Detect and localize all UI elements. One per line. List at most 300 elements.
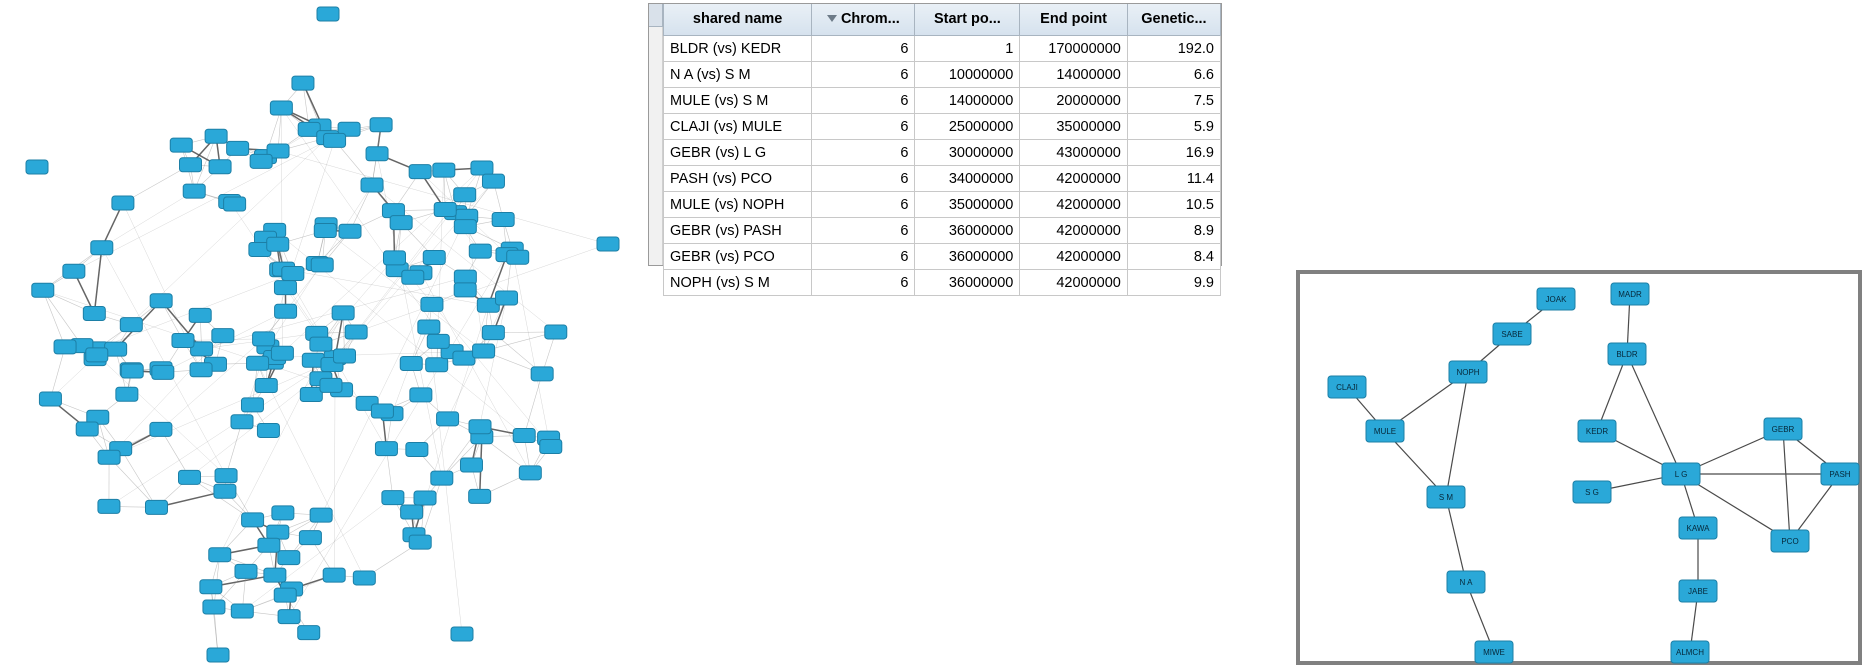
table-cell-chromosome[interactable]: 6 (812, 140, 915, 166)
main-network-node[interactable] (310, 337, 332, 351)
main-network-panel[interactable] (0, 0, 645, 669)
table-cell-chromosome[interactable]: 6 (812, 166, 915, 192)
table-cell-genetic[interactable]: 6.6 (1127, 62, 1220, 88)
main-network-node-shape[interactable] (231, 415, 253, 429)
main-network-node[interactable] (76, 422, 98, 436)
main-network-node-shape[interactable] (454, 270, 476, 284)
main-network-node-shape[interactable] (361, 178, 383, 192)
main-network-node-shape[interactable] (212, 329, 234, 343)
main-network-node[interactable] (482, 174, 504, 188)
main-network-node[interactable] (454, 283, 476, 297)
main-network-node-shape[interactable] (145, 500, 167, 514)
sub-network-node[interactable] (1578, 420, 1616, 442)
main-network-node-shape[interactable] (231, 604, 253, 618)
main-network-node[interactable] (433, 163, 455, 177)
table-cell-chromosome[interactable]: 6 (812, 192, 915, 218)
sub-network-edge[interactable] (1446, 497, 1466, 582)
table-cell-start_point[interactable]: 30000000 (915, 140, 1020, 166)
main-network-node-shape[interactable] (253, 332, 275, 346)
main-network-node[interactable] (298, 626, 320, 640)
main-network-node-shape[interactable] (270, 101, 292, 115)
main-network-node-shape[interactable] (247, 356, 269, 370)
main-network-node-shape[interactable] (235, 564, 257, 578)
table-row[interactable] (664, 114, 1221, 140)
main-network-node[interactable] (400, 356, 422, 370)
main-network-node-shape[interactable] (258, 538, 280, 552)
main-network-node[interactable] (375, 442, 397, 456)
main-network-node-shape[interactable] (469, 420, 491, 434)
table-cell-start_point[interactable]: 36000000 (915, 270, 1020, 296)
main-network-node[interactable] (323, 568, 345, 582)
main-network-node-shape[interactable] (409, 535, 431, 549)
main-network-node-shape[interactable] (224, 197, 246, 211)
main-network-node[interactable] (231, 415, 253, 429)
main-network-node-shape[interactable] (426, 358, 448, 372)
filter-icon[interactable] (827, 14, 837, 24)
sub-network-node[interactable] (1328, 376, 1366, 398)
sub-network-node[interactable] (1821, 463, 1859, 485)
main-network-node[interactable] (116, 387, 138, 401)
main-network-node-shape[interactable] (255, 378, 277, 392)
main-network-node[interactable] (271, 346, 293, 360)
main-network-node[interactable] (320, 378, 342, 392)
main-network-node-shape[interactable] (482, 174, 504, 188)
main-network-node[interactable] (207, 648, 229, 662)
main-network-node-shape[interactable] (26, 160, 48, 174)
main-network-node-shape[interactable] (76, 422, 98, 436)
main-network-node[interactable] (471, 161, 493, 175)
main-network-node[interactable] (390, 216, 412, 230)
main-network-node-shape[interactable] (469, 244, 491, 258)
main-network-node[interactable] (345, 325, 367, 339)
main-network-node-shape[interactable] (519, 466, 541, 480)
table-cell-end_point[interactable]: 42000000 (1020, 192, 1127, 218)
main-network-node-shape[interactable] (317, 7, 339, 21)
table-cell-genetic[interactable]: 9.9 (1127, 270, 1220, 296)
main-network-node-shape[interactable] (200, 580, 222, 594)
main-network-node[interactable] (257, 424, 279, 438)
main-network-node[interactable] (272, 506, 294, 520)
main-network-node-shape[interactable] (310, 508, 332, 522)
main-network-node[interactable] (54, 340, 76, 354)
main-network-node[interactable] (227, 141, 249, 155)
main-network-node-shape[interactable] (320, 378, 342, 392)
table-cell-chromosome[interactable]: 6 (812, 88, 915, 114)
main-network-node-shape[interactable] (209, 160, 231, 174)
main-network-node-shape[interactable] (241, 398, 263, 412)
main-network-node-shape[interactable] (112, 196, 134, 210)
main-network-edge[interactable] (512, 249, 548, 438)
main-network-node[interactable] (39, 392, 61, 406)
table-cell-start_point[interactable]: 35000000 (915, 192, 1020, 218)
sub-network-edge[interactable] (1627, 354, 1681, 474)
main-network-node[interactable] (278, 551, 300, 565)
main-network-edge[interactable] (272, 168, 482, 362)
sub-network-node[interactable] (1573, 481, 1611, 503)
main-network-node[interactable] (253, 332, 275, 346)
main-network-node-shape[interactable] (272, 506, 294, 520)
sub-network-node[interactable] (1611, 283, 1649, 305)
main-network-node-shape[interactable] (451, 627, 473, 641)
main-network-node[interactable] (270, 101, 292, 115)
table-cell-genetic[interactable]: 192.0 (1127, 36, 1220, 62)
main-network-node[interactable] (332, 306, 354, 320)
main-network-node-shape[interactable] (390, 216, 412, 230)
table-row[interactable] (664, 88, 1221, 114)
main-network-node[interactable] (258, 538, 280, 552)
sub-network-node[interactable] (1764, 418, 1802, 440)
main-network-node[interactable] (451, 627, 473, 641)
table-cell-shared_name[interactable]: GEBR (vs) PCO (664, 244, 812, 270)
main-network-node[interactable] (540, 439, 562, 453)
main-network-node-shape[interactable] (207, 648, 229, 662)
main-network-node-shape[interactable] (383, 251, 405, 265)
main-network-node-shape[interactable] (150, 422, 172, 436)
main-network-node-shape[interactable] (334, 349, 356, 363)
table-cell-end_point[interactable]: 42000000 (1020, 270, 1127, 296)
main-network-node[interactable] (434, 203, 456, 217)
main-network-node[interactable] (214, 484, 236, 498)
main-network-node[interactable] (178, 470, 200, 484)
main-network-node-shape[interactable] (242, 513, 264, 527)
main-network-node[interactable] (421, 297, 443, 311)
main-network-node-shape[interactable] (227, 141, 249, 155)
main-network-node[interactable] (190, 363, 212, 377)
main-network-node[interactable] (250, 154, 272, 168)
main-network-node-shape[interactable] (178, 470, 200, 484)
main-network-node[interactable] (241, 398, 263, 412)
main-network-node-shape[interactable] (427, 334, 449, 348)
main-network-node-shape[interactable] (63, 264, 85, 278)
main-network-node[interactable] (26, 160, 48, 174)
main-network-node-shape[interactable] (531, 367, 553, 381)
main-network-node-shape[interactable] (183, 184, 205, 198)
sub-network-node[interactable] (1671, 641, 1709, 663)
table-cell-shared_name[interactable]: N A (vs) S M (664, 62, 812, 88)
main-network-node[interactable] (334, 349, 356, 363)
main-network-node-shape[interactable] (116, 387, 138, 401)
table-row[interactable] (664, 270, 1221, 296)
main-network-node-shape[interactable] (264, 568, 286, 582)
main-network-node-shape[interactable] (339, 224, 361, 238)
main-network-node[interactable] (496, 291, 518, 305)
sub-network-node[interactable] (1447, 571, 1485, 593)
main-network-node[interactable] (278, 610, 300, 624)
main-network-node[interactable] (371, 404, 393, 418)
main-network-node[interactable] (150, 422, 172, 436)
edge-table[interactable] (663, 4, 1221, 296)
main-network-node-shape[interactable] (410, 388, 432, 402)
main-network-node[interactable] (418, 320, 440, 334)
main-network-node-shape[interactable] (324, 133, 346, 147)
main-network-node[interactable] (314, 224, 336, 238)
edge-table-panel[interactable] (648, 3, 1222, 291)
main-network-edge[interactable] (94, 248, 101, 314)
main-network-node-shape[interactable] (120, 318, 142, 332)
column-header-chromosome[interactable] (812, 4, 915, 36)
table-cell-start_point[interactable]: 14000000 (915, 88, 1020, 114)
main-network-node-shape[interactable] (121, 364, 143, 378)
main-network-node[interactable] (183, 184, 205, 198)
table-cell-end_point[interactable]: 43000000 (1020, 140, 1127, 166)
main-network-node[interactable] (282, 267, 304, 281)
main-network-node[interactable] (513, 429, 535, 443)
sub-network-node[interactable] (1662, 463, 1700, 485)
main-network-node-shape[interactable] (257, 424, 279, 438)
main-network-node-shape[interactable] (150, 294, 172, 308)
main-network-node[interactable] (242, 513, 264, 527)
main-network-node-shape[interactable] (98, 450, 120, 464)
main-network-edge[interactable] (50, 347, 65, 399)
main-network-node[interactable] (324, 133, 346, 147)
main-network-node-shape[interactable] (482, 326, 504, 340)
sub-network-panel[interactable] (1296, 270, 1862, 665)
sub-network-edge[interactable] (1446, 372, 1468, 497)
main-network-node-shape[interactable] (332, 306, 354, 320)
sub-network-node[interactable] (1537, 288, 1575, 310)
main-network-node[interactable] (264, 568, 286, 582)
sub-network-edge[interactable] (1597, 354, 1627, 431)
main-network-node[interactable] (406, 443, 428, 457)
main-network-node[interactable] (469, 420, 491, 434)
main-network-node[interactable] (200, 580, 222, 594)
main-network-node[interactable] (247, 356, 269, 370)
table-row[interactable] (664, 218, 1221, 244)
main-network-node-shape[interactable] (471, 161, 493, 175)
main-network-node-shape[interactable] (98, 499, 120, 513)
table-cell-chromosome[interactable]: 6 (812, 218, 915, 244)
main-network-node-shape[interactable] (423, 251, 445, 265)
main-network-node[interactable] (267, 237, 289, 251)
sub-network-node[interactable] (1608, 343, 1646, 365)
main-network-node-shape[interactable] (189, 308, 211, 322)
main-network-node[interactable] (454, 220, 476, 234)
main-network-node[interactable] (507, 250, 529, 264)
main-network-node-shape[interactable] (86, 348, 108, 362)
table-cell-chromosome[interactable]: 6 (812, 270, 915, 296)
main-network-node-shape[interactable] (454, 220, 476, 234)
main-network-node[interactable] (519, 466, 541, 480)
main-network-edge[interactable] (281, 108, 452, 352)
main-network-node[interactable] (311, 258, 333, 272)
main-network-node-shape[interactable] (274, 281, 296, 295)
sub-network-edge[interactable] (1783, 429, 1790, 541)
main-network-node-shape[interactable] (460, 458, 482, 472)
main-network-node[interactable] (180, 158, 202, 172)
main-network-node[interactable] (492, 212, 514, 226)
table-cell-end_point[interactable]: 42000000 (1020, 218, 1127, 244)
main-network-node-shape[interactable] (375, 442, 397, 456)
main-network-node-shape[interactable] (353, 571, 375, 585)
column-header-end-point[interactable] (1020, 4, 1127, 36)
table-row[interactable] (664, 166, 1221, 192)
main-network-node-shape[interactable] (409, 165, 431, 179)
main-network-node-shape[interactable] (172, 334, 194, 348)
main-network-node-shape[interactable] (209, 548, 231, 562)
main-network-node-shape[interactable] (274, 588, 296, 602)
main-network-node[interactable] (423, 251, 445, 265)
main-network-node-shape[interactable] (454, 283, 476, 297)
main-network-node-shape[interactable] (401, 505, 423, 519)
main-network-node-shape[interactable] (402, 270, 424, 284)
table-cell-shared_name[interactable]: NOPH (vs) S M (664, 270, 812, 296)
main-network-node[interactable] (299, 531, 321, 545)
main-network-node[interactable] (91, 241, 113, 255)
main-network-node[interactable] (453, 351, 475, 365)
sub-network-node[interactable] (1475, 641, 1513, 663)
main-network-node[interactable] (310, 508, 332, 522)
table-cell-genetic[interactable]: 8.9 (1127, 218, 1220, 244)
main-network-node[interactable] (409, 535, 431, 549)
main-network-node-shape[interactable] (323, 568, 345, 582)
main-network-node[interactable] (275, 304, 297, 318)
main-network-node-shape[interactable] (275, 304, 297, 318)
main-network-node-shape[interactable] (421, 297, 443, 311)
table-scroll-area[interactable] (663, 4, 1221, 291)
table-cell-chromosome[interactable]: 6 (812, 62, 915, 88)
table-cell-start_point[interactable]: 36000000 (915, 218, 1020, 244)
main-network-node[interactable] (454, 188, 476, 202)
main-network-node-shape[interactable] (214, 484, 236, 498)
main-network-node[interactable] (460, 458, 482, 472)
main-network-node[interactable] (597, 237, 619, 251)
main-network-node[interactable] (112, 196, 134, 210)
main-network-node-shape[interactable] (39, 392, 61, 406)
table-body[interactable] (664, 36, 1221, 296)
main-network-node[interactable] (150, 294, 172, 308)
table-cell-start_point[interactable]: 36000000 (915, 244, 1020, 270)
table-cell-shared_name[interactable]: GEBR (vs) PASH (664, 218, 812, 244)
table-cell-start_point[interactable]: 25000000 (915, 114, 1020, 140)
main-network-edge[interactable] (226, 422, 242, 476)
main-network-node-shape[interactable] (406, 443, 428, 457)
column-header-start-point[interactable] (915, 4, 1020, 36)
main-network-node-shape[interactable] (418, 320, 440, 334)
main-network-node-shape[interactable] (382, 491, 404, 505)
table-cell-genetic[interactable]: 7.5 (1127, 88, 1220, 114)
table-cell-end_point[interactable]: 20000000 (1020, 88, 1127, 114)
main-network-node[interactable] (469, 244, 491, 258)
main-network-node-shape[interactable] (83, 306, 105, 320)
sub-network-node[interactable] (1493, 323, 1531, 345)
main-network-node-shape[interactable] (496, 291, 518, 305)
main-network-node-shape[interactable] (370, 118, 392, 132)
table-row[interactable] (664, 62, 1221, 88)
main-network-node[interactable] (361, 178, 383, 192)
sub-network-node[interactable] (1679, 517, 1717, 539)
main-network-node-shape[interactable] (545, 325, 567, 339)
main-network-node-shape[interactable] (454, 188, 476, 202)
sub-network-node[interactable] (1679, 580, 1717, 602)
main-network-node-shape[interactable] (414, 491, 436, 505)
main-network-node[interactable] (469, 489, 491, 503)
main-network-node[interactable] (98, 499, 120, 513)
table-cell-end_point[interactable]: 14000000 (1020, 62, 1127, 88)
table-cell-genetic[interactable]: 5.9 (1127, 114, 1220, 140)
main-network-node[interactable] (409, 165, 431, 179)
main-network-node[interactable] (339, 224, 361, 238)
table-cell-shared_name[interactable]: GEBR (vs) L G (664, 140, 812, 166)
main-network-node[interactable] (63, 264, 85, 278)
main-network-node-shape[interactable] (540, 439, 562, 453)
sub-network-node[interactable] (1366, 420, 1404, 442)
main-network-node-shape[interactable] (300, 388, 322, 402)
main-network-node-shape[interactable] (310, 337, 332, 351)
main-network-node-shape[interactable] (278, 551, 300, 565)
table-cell-end_point[interactable]: 42000000 (1020, 244, 1127, 270)
sub-network-canvas[interactable] (1300, 274, 1858, 661)
main-network-node[interactable] (366, 147, 388, 161)
main-network-node-shape[interactable] (314, 224, 336, 238)
main-network-canvas[interactable] (0, 0, 645, 669)
main-network-node[interactable] (274, 281, 296, 295)
main-network-node-shape[interactable] (311, 258, 333, 272)
main-network-node[interactable] (98, 450, 120, 464)
main-network-node[interactable] (437, 412, 459, 426)
main-network-node[interactable] (402, 270, 424, 284)
table-cell-genetic[interactable]: 8.4 (1127, 244, 1220, 270)
main-network-edge[interactable] (377, 154, 442, 478)
main-network-node[interactable] (545, 325, 567, 339)
main-network-node[interactable] (255, 378, 277, 392)
main-network-node-shape[interactable] (299, 531, 321, 545)
main-network-node-shape[interactable] (469, 489, 491, 503)
table-cell-end_point[interactable]: 170000000 (1020, 36, 1127, 62)
table-cell-shared_name[interactable]: CLAJI (vs) MULE (664, 114, 812, 140)
table-row[interactable] (664, 192, 1221, 218)
main-network-node[interactable] (531, 367, 553, 381)
main-network-node-shape[interactable] (437, 412, 459, 426)
main-network-node[interactable] (482, 326, 504, 340)
main-network-node[interactable] (209, 548, 231, 562)
table-cell-chromosome[interactable]: 6 (812, 244, 915, 270)
main-network-node[interactable] (215, 469, 237, 483)
main-network-node[interactable] (231, 604, 253, 618)
main-network-node[interactable] (152, 365, 174, 379)
main-network-node-shape[interactable] (170, 138, 192, 152)
main-network-node[interactable] (353, 571, 375, 585)
main-network-node[interactable] (120, 318, 142, 332)
main-network-node-shape[interactable] (473, 344, 495, 358)
main-network-node-shape[interactable] (345, 325, 367, 339)
main-network-node-shape[interactable] (434, 203, 456, 217)
main-network-node-shape[interactable] (507, 250, 529, 264)
main-network-node[interactable] (473, 344, 495, 358)
column-header-genetic[interactable] (1127, 4, 1220, 36)
main-network-node[interactable] (121, 364, 143, 378)
main-network-node[interactable] (86, 348, 108, 362)
main-network-node[interactable] (410, 388, 432, 402)
main-network-node-shape[interactable] (278, 610, 300, 624)
table-cell-chromosome[interactable]: 6 (812, 36, 915, 62)
main-network-node-shape[interactable] (366, 147, 388, 161)
table-cell-shared_name[interactable]: PASH (vs) PCO (664, 166, 812, 192)
main-network-node-shape[interactable] (267, 237, 289, 251)
main-network-node[interactable] (454, 270, 476, 284)
main-network-node-shape[interactable] (205, 129, 227, 143)
main-network-node[interactable] (224, 197, 246, 211)
main-network-node[interactable] (145, 500, 167, 514)
main-network-node-shape[interactable] (492, 212, 514, 226)
table-cell-shared_name[interactable]: BLDR (vs) KEDR (664, 36, 812, 62)
table-cell-shared_name[interactable]: MULE (vs) NOPH (664, 192, 812, 218)
table-cell-start_point[interactable]: 1 (915, 36, 1020, 62)
main-network-node-shape[interactable] (292, 76, 314, 90)
sub-network-node[interactable] (1771, 530, 1809, 552)
table-row[interactable] (664, 244, 1221, 270)
table-row[interactable] (664, 36, 1221, 62)
table-cell-start_point[interactable]: 10000000 (915, 62, 1020, 88)
